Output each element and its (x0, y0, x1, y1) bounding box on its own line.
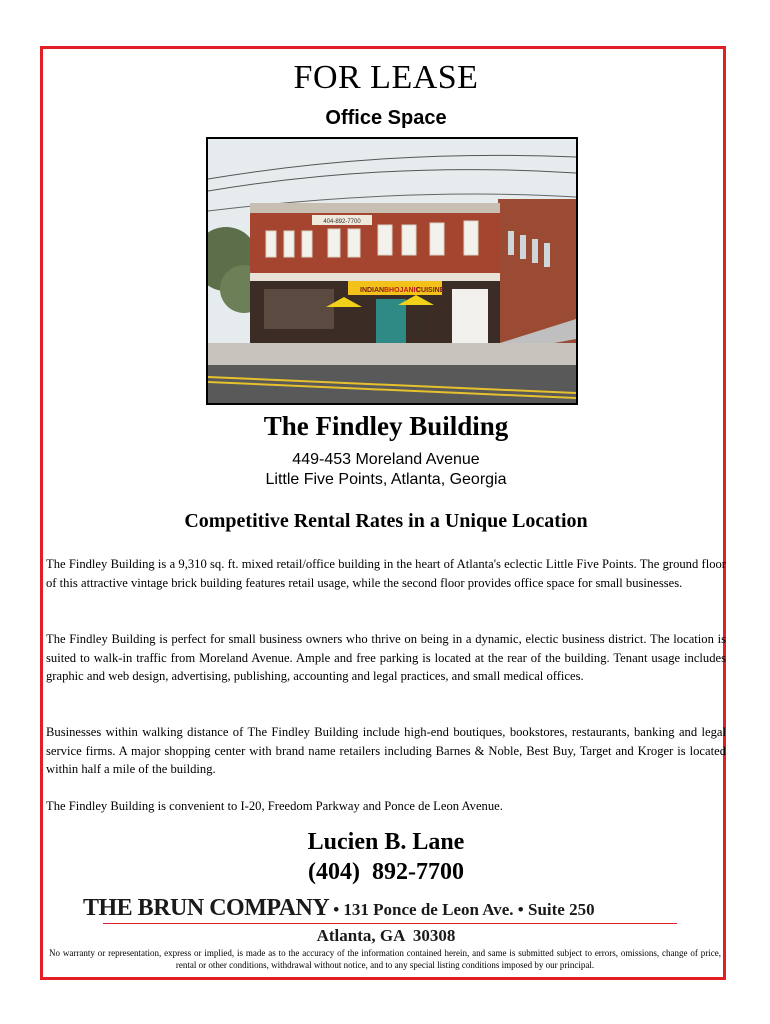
company-address: • 131 Ponce de Leon Ave. • Suite 250 (333, 900, 595, 919)
company-city: Atlanta, GA 30308 (316, 926, 456, 945)
contact-block (43, 827, 729, 887)
company-banner (83, 895, 683, 925)
contact-phone: (404) 892-7700 (308, 859, 464, 885)
building-photo-illustration (208, 139, 576, 403)
paragraph-nearby: Businesses within walking distance of The Findley Building include high-end boutiques, bookstores, restaurants, banking and legal service firms. A major shopping center with brand name retailers including Barnes & Noble, Best Buy, Target and Kroger is located within half a mile of the building. (46, 725, 726, 776)
paragraph-overview: The Findley Building is a 9,310 sq. ft. mixed retail/office building in the heart of Atlanta's eclectic Little Five Points. The ground floor of this attractive vintage brick building features retail usage, while the second floor provides office space for small businesses. (46, 557, 726, 590)
awning-text-2: BHOJANIC (384, 287, 421, 294)
building-photo (206, 137, 578, 405)
awning-text-1: INDIAN (360, 287, 385, 294)
flyer-frame (40, 46, 726, 980)
address-line-1: 449-453 Moreland Avenue (292, 451, 480, 468)
sign-text: 404-892-7700 (323, 219, 361, 225)
paragraph-access: The Findley Building is convenient to I-20, Freedom Parkway and Ponce de Leon Avenue. (46, 799, 503, 813)
contact-name: Lucien B. Lane (307, 829, 465, 855)
address-line-2: Little Five Points, Atlanta, Georgia (265, 471, 507, 488)
subhead: Office Space (325, 107, 447, 129)
tagline: Competitive Rental Rates in a Unique Location (184, 510, 588, 532)
company-divider (103, 923, 677, 924)
awning-text-3: CUISINE (416, 287, 445, 294)
company-logo: THE BRUN COMPANY (83, 895, 330, 921)
disclaimer: No warranty or representation, express or implied, is made as to the accuracy of the information contained herein, and same is submitted subject to errors, omissions, change of price, rental or other conditions, withdrawal without notice, and to any special listing conditions imposed by our principal. (49, 948, 721, 970)
building-name: The Findley Building (263, 411, 509, 441)
headline: FOR LEASE (293, 59, 479, 96)
paragraph-tenants: The Findley Building is perfect for small business owners who thrive on being in a dynamic, electic business district. The location is suited to walk-in traffic from Moreland Avenue. Ample and free parking is located at the rear of the building. Tenant usage includes graphic and web design, advertising, publishing, accounting and legal practices, and small medical offices. (46, 632, 726, 683)
